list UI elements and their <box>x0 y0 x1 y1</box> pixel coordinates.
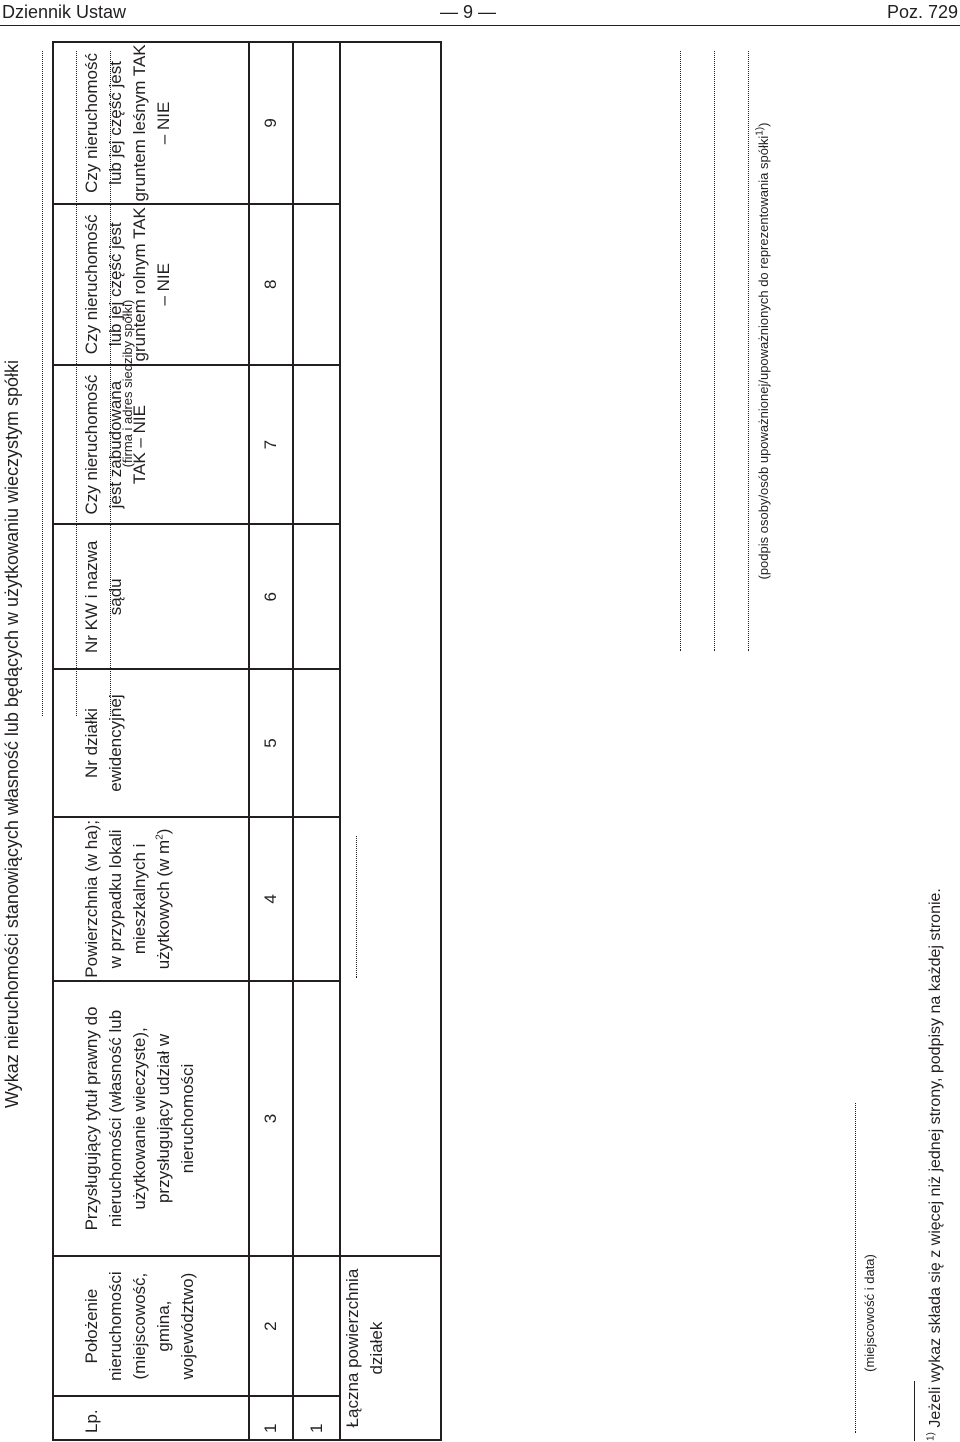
header-plot-number: Nr działki ewidencyjnej <box>53 669 249 817</box>
position-number: Poz. 729 <box>887 2 959 22</box>
property-table <box>52 41 442 1441</box>
column-number: 1 <box>249 1396 293 1440</box>
footnote-text: Jeżeli wykaz składa się z więcej niż jednej strony, podpisy na każdej stronie. <box>927 888 944 1433</box>
signature-line-1[interactable] <box>680 51 681 651</box>
page-number: — 9 — <box>440 2 497 22</box>
rotated-form <box>0 27 960 1441</box>
header-lp: Lp. <box>53 1396 249 1440</box>
footnote-text-line <box>926 888 946 1441</box>
company-line-1[interactable] <box>42 51 43 716</box>
column-number: 4 <box>249 817 293 981</box>
signature-caption-sup: 1) <box>754 126 766 136</box>
total-spacer <box>340 981 441 1256</box>
place-date-caption: (miejscowość i data) <box>862 1254 877 1372</box>
column-number: 8 <box>249 204 293 365</box>
cell-plot-number[interactable] <box>293 669 340 817</box>
total-area-line <box>356 836 357 978</box>
cell-area[interactable] <box>293 817 340 981</box>
header-row <box>53 42 249 1440</box>
column-number: 3 <box>249 981 293 1256</box>
cell-location[interactable] <box>293 1256 340 1396</box>
signature-line-3[interactable] <box>748 51 749 651</box>
column-number: 5 <box>249 669 293 817</box>
cell-agricultural[interactable] <box>293 204 340 365</box>
header-area-end: ) <box>154 828 173 835</box>
header-area-text: Powierzchnia (w ha); w przypadku lokali mieszkalnych i użytkowych (w m <box>82 819 173 978</box>
column-number: 7 <box>249 365 293 525</box>
cell-legal-title[interactable] <box>293 981 340 1256</box>
header-legal-title: Przysługujący tytuł prawny do nieruchomości (własność lub użytkowanie wieczyste), przysługujący udział w nieruchomości <box>53 981 249 1256</box>
column-number: 6 <box>249 524 293 669</box>
table-row <box>293 42 340 1440</box>
row-lp: 1 <box>293 1396 340 1440</box>
header-area-sup: 2 <box>154 834 166 840</box>
footnote-rule <box>914 1381 915 1441</box>
signature-caption-text: (podpis osoby/osób upoważnionej/upoważnionych do reprezentowania spółki <box>756 135 771 580</box>
header-land-register: Nr KW i nazwa sądu <box>53 524 249 669</box>
place-date-line[interactable] <box>855 1103 856 1433</box>
signature-caption <box>756 51 771 651</box>
total-area-field[interactable] <box>340 817 441 981</box>
header-forest: Czy nieruchomość lub jej część jest gruntem leśnym TAK – NIE <box>53 42 249 204</box>
total-label: Łączna powierzchnia działek <box>340 1256 441 1440</box>
publication-name: Dziennik Ustaw <box>2 2 127 22</box>
header-area <box>53 817 249 981</box>
page-header <box>0 0 960 26</box>
column-number: 2 <box>249 1256 293 1396</box>
header-agricultural: Czy nieruchomość lub jej część jest gruntem rolnym TAK – NIE <box>53 204 249 365</box>
footnote-marker: 1) <box>925 1432 937 1441</box>
form-title: Wykaz nieruchomości stanowiących własność lub będących w użytkowaniu wieczystym spółki <box>2 359 22 1109</box>
signature-line-2[interactable] <box>714 51 715 651</box>
column-number: 9 <box>249 42 293 204</box>
total-row <box>340 42 441 1440</box>
total-blank <box>340 42 441 817</box>
cell-forest[interactable] <box>293 42 340 204</box>
cell-land-register[interactable] <box>293 524 340 669</box>
company-caption: (firma i adres siedziby spółki) <box>120 299 135 468</box>
cell-built-up[interactable] <box>293 365 340 525</box>
header-built-up: Czy nieruchomość jest zabudowana TAK – NIE <box>53 365 249 525</box>
header-location: Położenie nieruchomości (miejscowość, gmina, województwo) <box>53 1256 249 1396</box>
column-number-row <box>249 42 293 1440</box>
signature-caption-end: ) <box>756 122 771 127</box>
